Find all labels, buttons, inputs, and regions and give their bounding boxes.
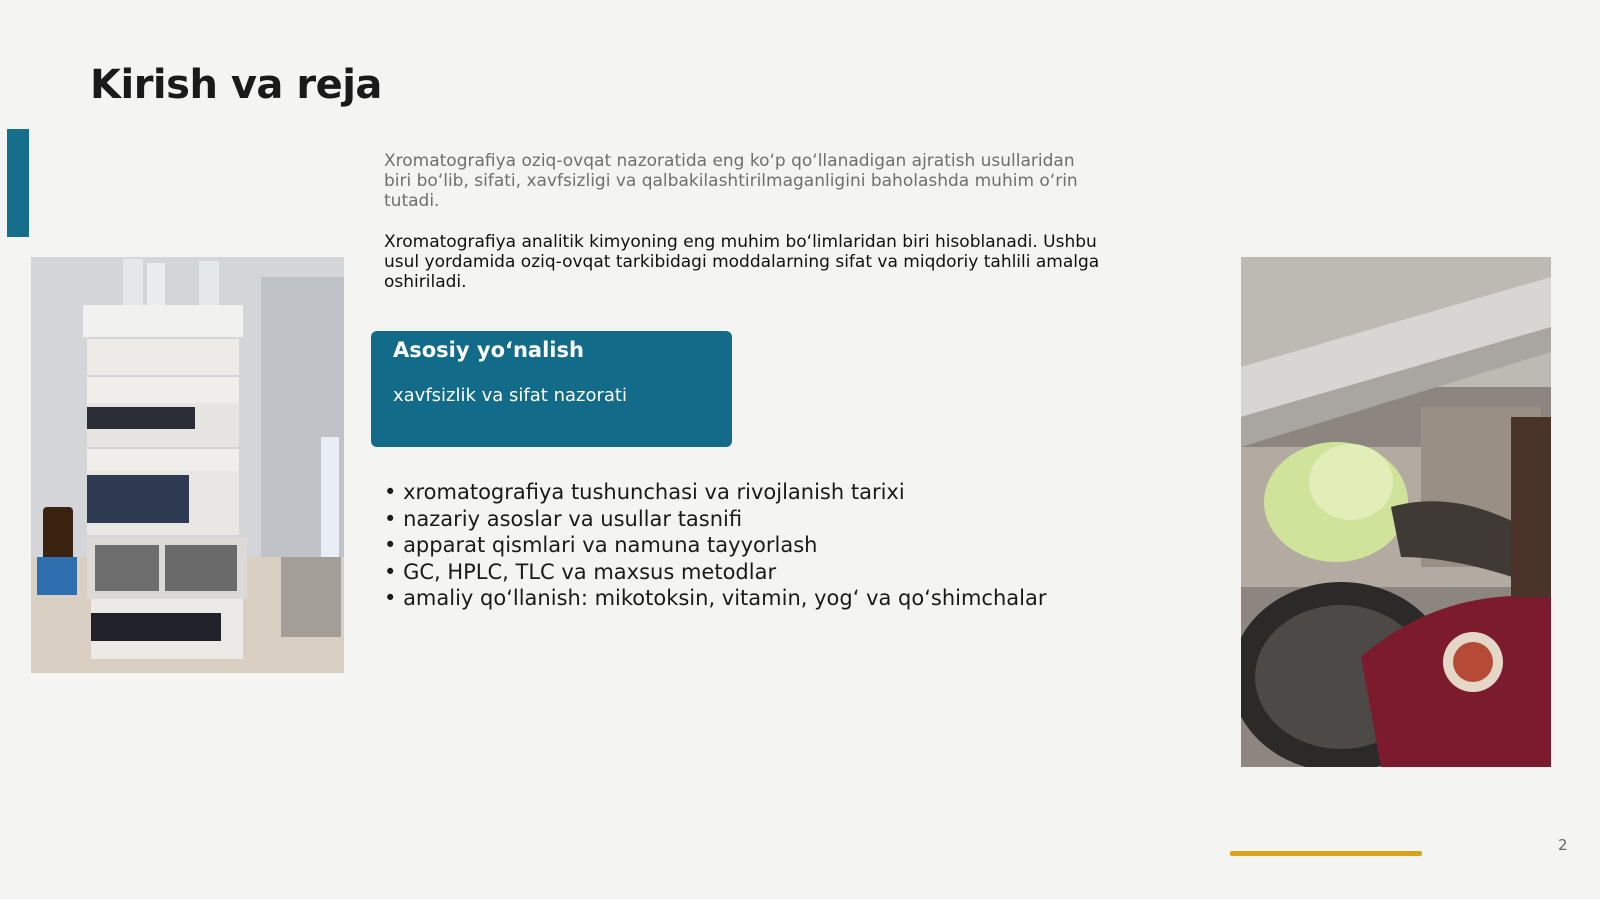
list-item: • GC, HPLC, TLC va maxsus metodlar xyxy=(384,559,1047,586)
list-item: • amaliy qo‘llanish: mikotoksin, vitamin, yog‘ va qo‘shimchalar xyxy=(384,585,1047,612)
hplc-instrument-photo xyxy=(31,257,344,673)
footer-accent-line xyxy=(1230,851,1422,856)
list-item: • xromatografiya tushunchasi va rivojlanish tarixi xyxy=(384,479,1047,506)
accent-bar xyxy=(7,129,29,237)
body-paragraph: Xromatografiya analitik kimyoning eng muhim bo‘limlaridan biri hisoblanadi. Ushbu usul yordamida oziq-ovqat tarkibidagi moddalarning sifat va miqdoriy tahlili amalga oshiriladi. xyxy=(384,232,1100,292)
list-item: • nazariy asoslar va usullar tasnifi xyxy=(384,506,1047,533)
glovebox-sample-photo xyxy=(1241,257,1551,767)
highlight-card xyxy=(371,331,732,447)
card-title: Asosiy yo‘nalish xyxy=(393,338,584,362)
card-text: xavfsizlik va sifat nazorati xyxy=(393,385,627,406)
agenda-list xyxy=(384,479,1047,612)
intro-paragraph: Xromatografiya oziq-ovqat nazoratida eng ko‘p qo‘llanadigan ajratish usullaridan biri bo‘lib, sifati, xavfsizligi va qalbakilashtirilmaganligini baholashda muhim o‘rin tutadi. xyxy=(384,151,1078,211)
list-item: • apparat qismlari va namuna tayyorlash xyxy=(384,532,1047,559)
slide-title: Kirish va reja xyxy=(90,62,382,108)
page-number: 2 xyxy=(1558,836,1568,854)
